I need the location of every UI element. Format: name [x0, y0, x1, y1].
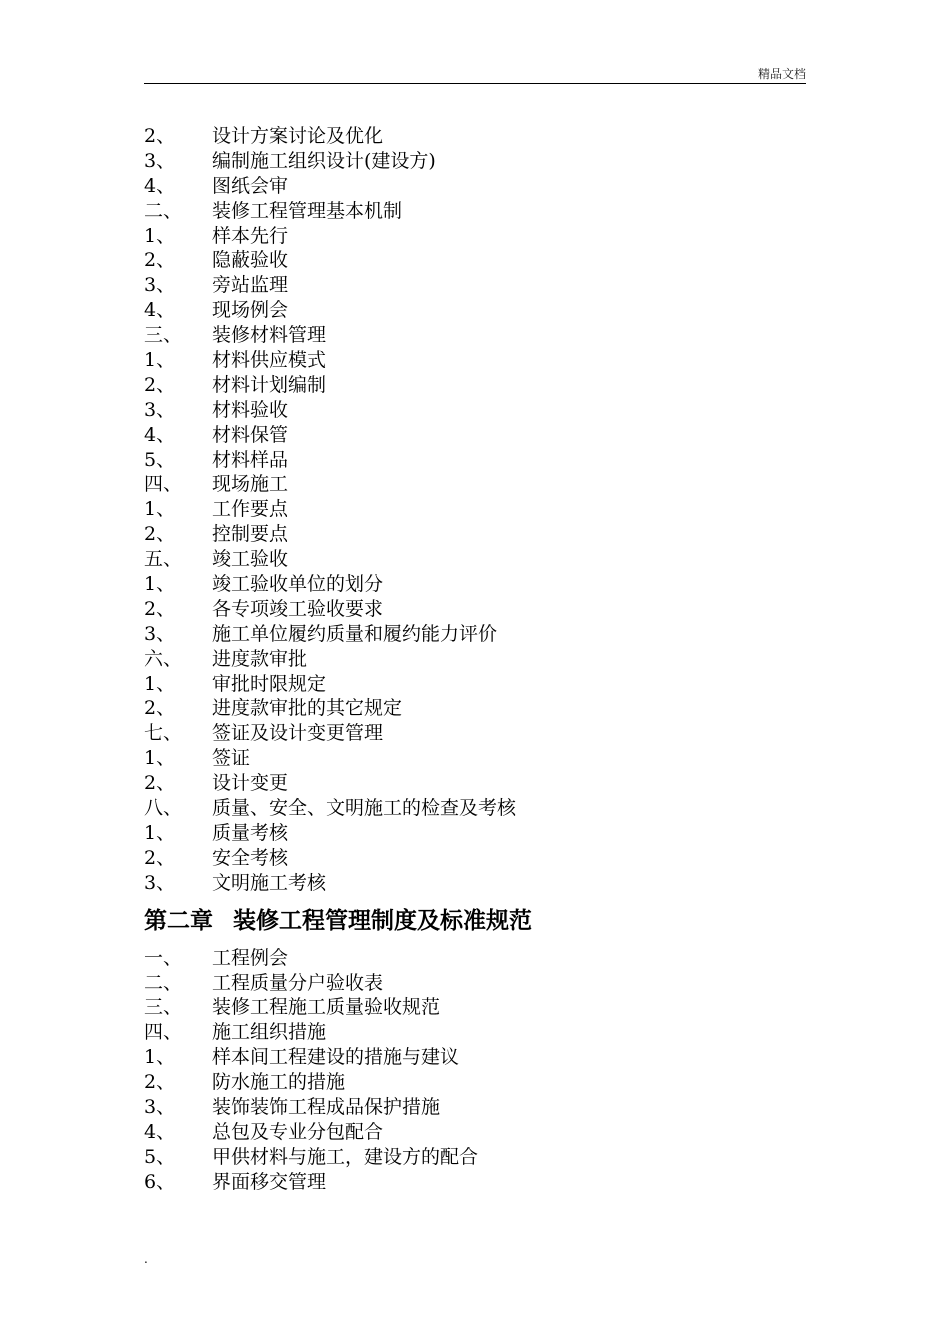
item-text: 图纸会审 [212, 174, 289, 197]
list-item [144, 497, 806, 522]
list-item [144, 1170, 806, 1195]
item-text: 设计变更 [212, 772, 289, 795]
list-item [144, 124, 806, 149]
header-label: 精品文档 [757, 67, 806, 81]
item-number: 三、 [144, 324, 183, 347]
item-number: 3、 [144, 1095, 176, 1118]
item-text: 工作要点 [212, 498, 289, 521]
item-text: 防水施工的措施 [212, 1071, 346, 1094]
list-item [144, 771, 806, 796]
item-number: 2、 [144, 373, 176, 396]
item-text: 质量、安全、文明施工的检查及考核 [212, 797, 517, 820]
list-item [144, 572, 806, 597]
item-text: 隐蔽验收 [212, 249, 289, 272]
item-number: 2、 [144, 772, 176, 795]
table-of-contents [144, 124, 806, 1195]
item-number: 2、 [144, 125, 176, 147]
list-item [144, 348, 806, 373]
chapter-number: 第二章 [144, 907, 213, 934]
list-item [144, 1145, 806, 1170]
item-number: 1、 [144, 821, 176, 844]
item-text: 装修工程管理基本机制 [212, 199, 403, 222]
item-number: 6、 [144, 1170, 176, 1193]
item-number: 4、 [144, 1120, 176, 1143]
item-number: 一、 [144, 946, 183, 969]
list-item [144, 149, 806, 174]
item-number: 3、 [144, 622, 176, 645]
list-item [144, 248, 806, 273]
list-item [144, 672, 806, 697]
list-item [144, 846, 806, 871]
list-item [144, 199, 806, 224]
section-list-part-two [144, 946, 806, 1195]
item-number: 5、 [144, 448, 176, 471]
item-text: 材料保管 [212, 423, 289, 446]
list-item [144, 1095, 806, 1120]
list-item [144, 971, 806, 996]
list-item [144, 1120, 806, 1145]
item-text: 装修材料管理 [212, 324, 327, 347]
item-text: 进度款审批的其它规定 [212, 697, 403, 720]
item-number: 2、 [144, 846, 176, 869]
item-number: 2、 [144, 523, 176, 546]
item-text: 进度款审批 [212, 647, 308, 670]
item-number: 七、 [144, 722, 183, 745]
section-list-part-one [144, 124, 806, 896]
item-text: 签证及设计变更管理 [212, 722, 384, 745]
item-number: 四、 [144, 473, 183, 496]
item-text: 材料验收 [212, 398, 289, 421]
list-item [144, 1020, 806, 1045]
list-item [144, 547, 806, 572]
item-number: 二、 [144, 199, 183, 222]
item-number: 4、 [144, 174, 176, 197]
list-item [144, 298, 806, 323]
list-item [144, 1045, 806, 1070]
item-text: 材料样品 [212, 448, 289, 471]
list-item [144, 174, 806, 199]
item-text: 控制要点 [212, 523, 289, 546]
item-text: 装修工程施工质量验收规范 [212, 996, 441, 1019]
list-item [144, 746, 806, 771]
list-item [144, 423, 806, 448]
item-text: 竣工验收单位的划分 [212, 573, 384, 596]
item-text: 甲供材料与施工，建设方的配合 [212, 1145, 479, 1168]
item-number: 1、 [144, 672, 176, 695]
item-text: 施工组织措施 [212, 1021, 327, 1044]
item-number: 四、 [144, 1021, 183, 1044]
item-text: 材料供应模式 [212, 349, 327, 372]
item-number: 1、 [144, 573, 176, 596]
item-number: 六、 [144, 647, 183, 670]
item-text: 审批时限规定 [212, 672, 327, 695]
item-text: 安全考核 [212, 846, 289, 869]
item-text: 材料计划编制 [212, 373, 327, 396]
item-number: 3、 [144, 871, 176, 894]
header-rule [144, 83, 806, 84]
list-item [144, 398, 806, 423]
list-item [144, 323, 806, 348]
item-text: 样本先行 [212, 224, 289, 247]
item-text: 工程例会 [212, 946, 289, 969]
list-item [144, 472, 806, 497]
item-number: 三、 [144, 996, 183, 1019]
item-text: 施工单位履约质量和履约能力评价 [212, 622, 498, 645]
item-text: 旁站监理 [212, 274, 289, 297]
list-item [144, 448, 806, 473]
item-text: 文明施工考核 [212, 871, 327, 894]
item-text: 装饰装饰工程成品保护措施 [212, 1095, 441, 1118]
item-number: 1、 [144, 224, 176, 247]
item-text: 编制施工组织设计(建设方) [212, 149, 436, 172]
list-item [144, 946, 806, 971]
item-number: 八、 [144, 797, 183, 820]
item-number: 4、 [144, 423, 176, 446]
item-text: 现场施工 [212, 473, 289, 496]
item-number: 3、 [144, 398, 176, 421]
item-number: 1、 [144, 747, 176, 770]
item-text: 现场例会 [212, 299, 289, 322]
list-item [144, 622, 806, 647]
item-text: 各专项竣工验收要求 [212, 597, 384, 620]
list-item [144, 647, 806, 672]
list-item [144, 597, 806, 622]
item-text: 质量考核 [212, 821, 289, 844]
list-item [144, 273, 806, 298]
item-number: 2、 [144, 249, 176, 272]
list-item [144, 871, 806, 896]
list-item [144, 821, 806, 846]
list-item [144, 796, 806, 821]
list-item [144, 721, 806, 746]
chapter-title: 装修工程管理制度及标准规范 [233, 907, 532, 934]
item-number: 3、 [144, 274, 176, 297]
item-number: 五、 [144, 548, 183, 571]
list-item [144, 373, 806, 398]
list-item [144, 995, 806, 1020]
item-text: 总包及专业分包配合 [212, 1120, 384, 1143]
list-item [144, 522, 806, 547]
item-text: 签证 [212, 747, 251, 770]
list-item [144, 224, 806, 249]
item-text: 竣工验收 [212, 548, 289, 571]
list-item [144, 696, 806, 721]
item-number: 3、 [144, 149, 176, 172]
item-number: 1、 [144, 1046, 176, 1069]
item-number: 2、 [144, 1071, 176, 1094]
item-text: 设计方案讨论及优化 [212, 125, 384, 147]
item-number: 二、 [144, 971, 183, 994]
item-text: 工程质量分户验收表 [212, 971, 384, 994]
item-number: 2、 [144, 597, 176, 620]
chapter-heading [144, 896, 806, 946]
item-number: 5、 [144, 1145, 176, 1168]
list-item [144, 1070, 806, 1095]
footer-mark: . [144, 1252, 148, 1266]
item-number: 1、 [144, 498, 176, 521]
item-text: 样本间工程建设的措施与建议 [212, 1046, 460, 1069]
item-number: 4、 [144, 299, 176, 322]
item-number: 1、 [144, 349, 176, 372]
item-text: 界面移交管理 [212, 1170, 327, 1193]
item-number: 2、 [144, 697, 176, 720]
